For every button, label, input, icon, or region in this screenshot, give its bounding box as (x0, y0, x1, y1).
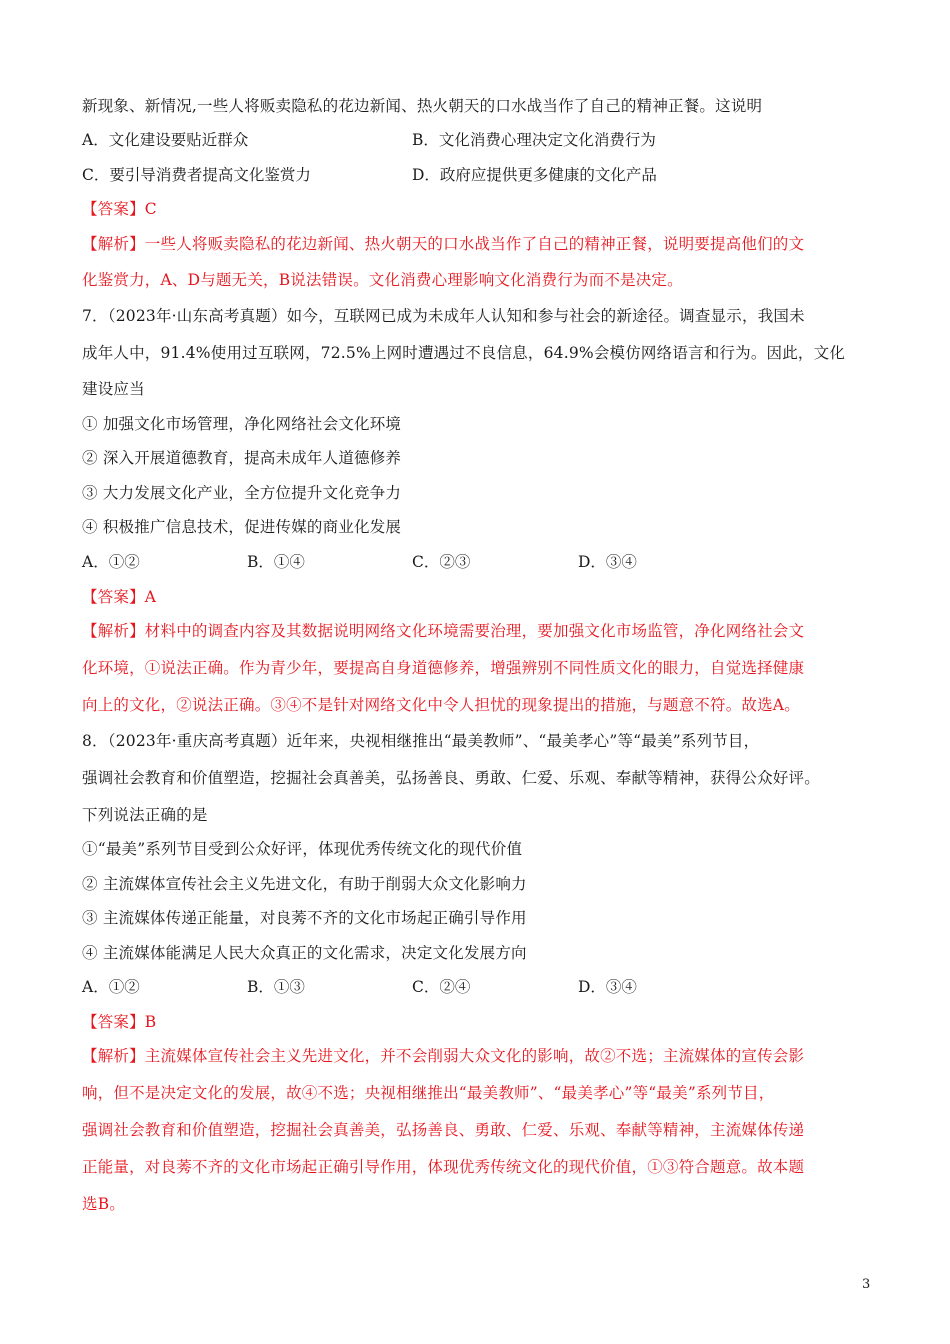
q8-stem-line: 强调社会教育和价值塑造，挖掘社会真善美，弘扬善良、勇敢、仁爱、乐观、奉献等精神，获得公众好评。 (82, 769, 820, 787)
q7-analysis-line: 向上的文化，②说法正确。③④不是针对网络文化中令人担忧的现象提出的措施，与题意不符。故选A。 (82, 696, 800, 714)
q8-statement-4: ④ 主流媒体能满足人民大众真正的文化需求，决定文化发展方向 (82, 944, 527, 962)
q8-analysis-line: 选B。 (82, 1195, 125, 1213)
q7-analysis-line: 化环境，①说法正确。作为青少年，要提高自身道德修养，增强辨别不同性质文化的眼力，自觉选择健康 (82, 659, 805, 677)
q8-option-d: D．③④ (578, 978, 637, 996)
q6-option-b: B．文化消费心理决定文化消费行为 (412, 131, 656, 149)
q8-analysis-line: 【解析】主流媒体宣传社会主义先进文化，并不会削弱大众文化的影响，故②不选；主流媒体的宣传会影 (82, 1047, 805, 1065)
q7-option-d: D．③④ (578, 553, 637, 571)
q8-answer: 【答案】B (82, 1013, 157, 1031)
q6-analysis-line: 化鉴赏力，A、D与题无关，B说法错误。文化消费心理影响文化消费行为而不是决定。 (82, 271, 683, 289)
q8-stem-line: 8．（2023年·重庆高考真题）近年来，央视相继推出“最美教师”、“最美孝心”等“最美”系列节目， (82, 732, 760, 750)
q6-stem-line: 新现象、新情况,一些人将贩卖隐私的花边新闻、热火朝天的口水战当作了自己的精神正餐。这说明 (82, 97, 763, 115)
q7-option-b: B．①④ (247, 553, 305, 571)
q8-statement-1: ①“最美”系列节目受到公众好评，体现优秀传统文化的现代价值 (82, 840, 523, 858)
q8-statement-2: ② 主流媒体宣传社会主义先进文化，有助于削弱大众文化影响力 (82, 875, 527, 893)
q7-statement-1: ① 加强文化市场管理，净化网络社会文化环境 (82, 415, 402, 433)
q8-stem-line: 下列说法正确的是 (82, 806, 208, 824)
q8-analysis-line: 响，但不是决定文化的发展，故④不选；央视相继推出“最美教师”、“最美孝心”等“最美”系列节目， (82, 1084, 775, 1102)
q6-option-a: A．文化建设要贴近群众 (82, 131, 249, 149)
q7-statement-4: ④ 积极推广信息技术，促进传媒的商业化发展 (82, 518, 402, 536)
q6-option-c: C．要引导消费者提高文化鉴赏力 (82, 166, 311, 184)
q7-option-c: C．②③ (412, 553, 471, 571)
q8-statement-3: ③ 主流媒体传递正能量，对良莠不齐的文化市场起正确引导作用 (82, 909, 527, 927)
q7-analysis-line: 【解析】材料中的调查内容及其数据说明网络文化环境需要治理，要加强文化市场监管，净化网络社会文 (82, 622, 805, 640)
q6-option-d: D．政府应提供更多健康的文化产品 (412, 166, 657, 184)
q7-stem-line: 成年人中，91.4%使用过互联网，72.5%上网时遭遇过不良信息，64.9%会模仿网络语言和行为。因此，文化 (82, 344, 846, 362)
q6-answer: 【答案】C (82, 200, 157, 218)
q7-statement-3: ③ 大力发展文化产业，全方位提升文化竞争力 (82, 484, 402, 502)
page-number: 3 (862, 1277, 871, 1292)
q7-stem-line: 7．（2023年·山东高考真题）如今，互联网已成为未成年人认知和参与社会的新途径。调查显示，我国未 (82, 307, 805, 325)
q7-stem-line: 建设应当 (82, 380, 145, 398)
q8-option-c: C．②④ (412, 978, 471, 996)
q8-analysis-line: 正能量，对良莠不齐的文化市场起正确引导作用，体现优秀传统文化的现代价值，①③符合题意。故本题 (82, 1158, 805, 1176)
q7-option-a: A．①② (82, 553, 140, 571)
q7-statement-2: ② 深入开展道德教育，提高未成年人道德修养 (82, 449, 402, 467)
q8-option-a: A．①② (82, 978, 140, 996)
q7-answer: 【答案】A (82, 588, 157, 606)
q8-option-b: B．①③ (247, 978, 305, 996)
q8-analysis-line: 强调社会教育和价值塑造，挖掘社会真善美，弘扬善良、勇敢、仁爱、乐观、奉献等精神，主流媒体传递 (82, 1121, 805, 1139)
q6-analysis-line: 【解析】一些人将贩卖隐私的花边新闻、热火朝天的口水战当作了自己的精神正餐，说明要提高他们的文 (82, 235, 805, 253)
